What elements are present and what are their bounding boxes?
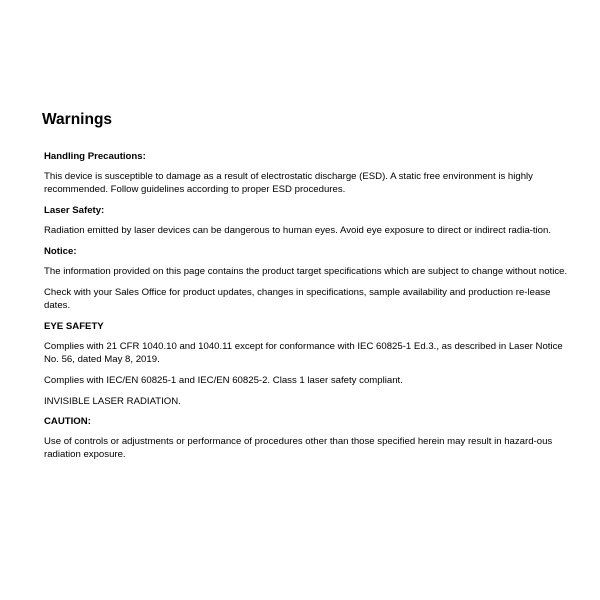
section-handling-precautions <box>44 150 569 196</box>
page-title: Warnings <box>42 111 113 128</box>
section-heading-handling: Handling Precautions: <box>44 151 146 162</box>
laser-paragraph: Radiation emitted by laser devices can be dangerous to human eyes. Avoid eye exposure to direct or indirect radia-tion. <box>44 225 551 236</box>
eye-safety-paragraph: Complies with 21 CFR 1040.10 and 1040.11 except for conformance with IEC 60825-1 Ed.3., as described in Laser Notice No. 56, dated May 8, 2019. <box>44 341 563 365</box>
section-eye-safety <box>44 320 569 408</box>
eye-safety-paragraph: Complies with IEC/EN 60825-1 and IEC/EN 60825-2. Class 1 laser safety compliant. <box>44 375 403 386</box>
section-heading-laser: Laser Safety: <box>44 205 105 216</box>
section-laser-safety <box>44 204 569 237</box>
notice-paragraph: Check with your Sales Office for product updates, changes in specifications, sample availability and production re-lease dates. <box>44 287 551 311</box>
handling-paragraph: This device is susceptible to damage as a result of electrostatic discharge (ESD). A static free environment is highly recommended. Follow guidelines according to proper ESD procedures. <box>44 171 533 195</box>
notice-paragraph: The information provided on this page contains the product target specifications which are subject to change without notice. <box>44 266 568 277</box>
section-heading-notice: Notice: <box>44 246 77 257</box>
warnings-content <box>44 150 569 469</box>
eye-safety-paragraph: INVISIBLE LASER RADIATION. <box>44 396 181 407</box>
section-caution <box>44 415 569 461</box>
section-notice <box>44 245 569 312</box>
section-heading-eye-safety: EYE SAFETY <box>44 321 104 332</box>
caution-paragraph: Use of controls or adjustments or performance of procedures other than those specified herein may result in hazard-ous radiation exposure. <box>44 436 553 460</box>
section-heading-caution: CAUTION: <box>44 416 91 427</box>
